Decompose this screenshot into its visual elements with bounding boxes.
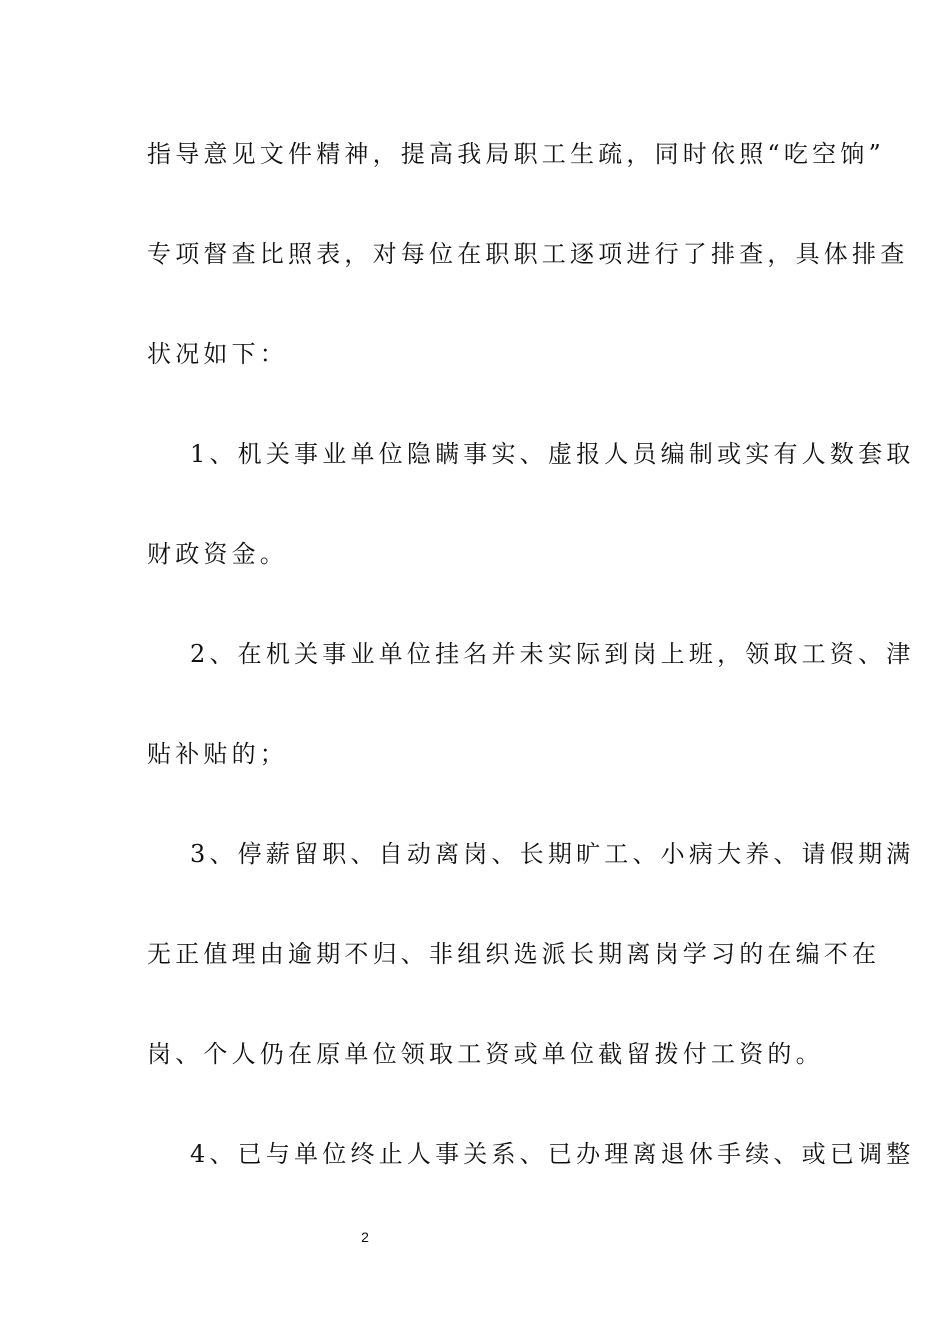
text-line: 财政资金。	[147, 540, 288, 568]
text-line: 状况如下：	[147, 340, 288, 368]
text-line: 指导意见文件精神，提高我局职工生疏，同时依照“吃空饷”	[147, 140, 885, 168]
text-line: 岗、个人仍在原单位领取工资或单位截留拨付工资的。	[147, 1040, 824, 1068]
list-item-1-line: 1、机关事业单位隐瞒事实、虚报人员编制或实有人数套取	[190, 440, 915, 468]
text-line: 无正值理由逾期不归、非组织选派长期离岗学习的在编不在	[147, 940, 881, 968]
text-line: 贴补贴的；	[147, 740, 288, 768]
text-line: 专项督查比照表，对每位在职职工逐项进行了排查，具体排查	[147, 240, 909, 268]
page-number: 2	[361, 1229, 369, 1245]
list-item-4-line: 4、已与单位终止人事关系、已办理离退休手续、或已调整	[190, 1140, 915, 1168]
list-item-3-line: 3、停薪留职、自动离岗、长期旷工、小病大养、请假期满	[190, 840, 915, 868]
list-item-2-line: 2、在机关事业单位挂名并未实际到岗上班，领取工资、津	[190, 640, 915, 668]
